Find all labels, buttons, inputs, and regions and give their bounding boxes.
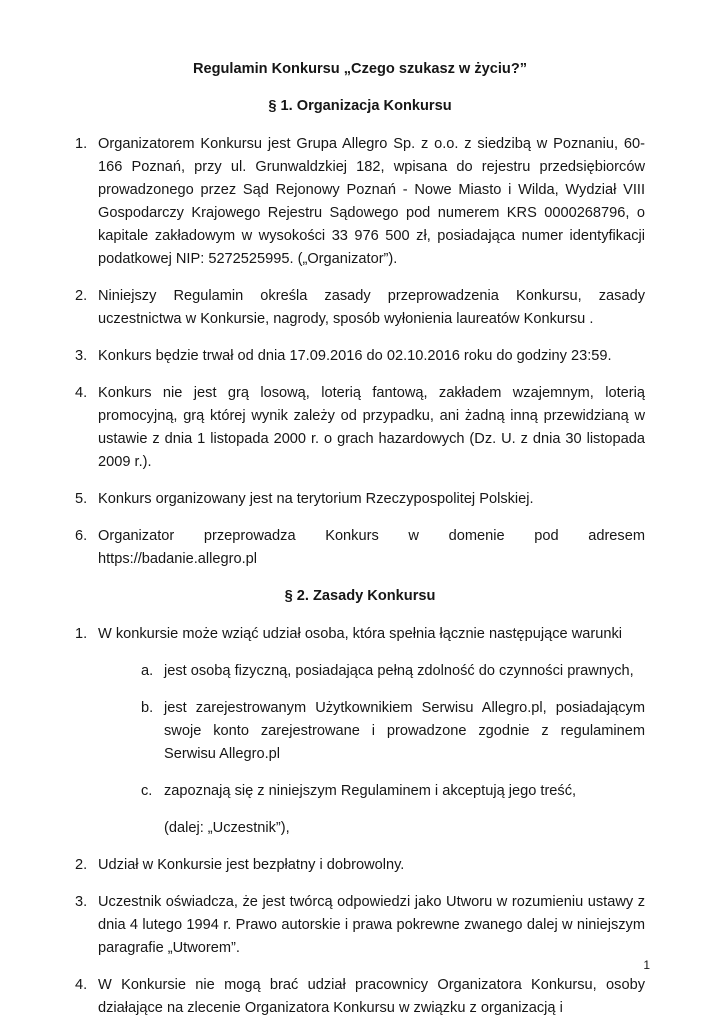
item-text: Niniejszy Regulamin określa zasady przeprowadzenia Konkursu, zasady uczestnictwa w Konkursie, nagrody, sposób wyłonienia laureatów Konkursu . (98, 288, 645, 327)
item-text: W konkursie może wziąć udział osoba, która spełnia łącznie następujące warunki (98, 626, 623, 642)
list-item-2-4 (75, 974, 645, 1020)
item-marker: 6. (75, 528, 88, 544)
subitem-marker: a. (141, 663, 154, 679)
item-marker: 5. (75, 491, 88, 507)
subitem-text: zapoznają się z niniejszym Regulaminem i akceptują jego treść, (164, 783, 577, 799)
item-text: Konkurs będzie trwał od dnia 17.09.2016 do 02.10.2016 roku do godziny 23:59. (98, 348, 612, 364)
item-marker: 2. (75, 857, 88, 873)
section-1-heading: § 1. Organizacja Konkursu (268, 98, 452, 114)
item-text: W Konkursie nie mogą brać udział pracownicy Organizatora Konkursu, osoby działające na zlecenie Organizatora Konkursu w związku z organizacją i (98, 977, 645, 1016)
list-item-1-3 (75, 345, 645, 368)
document-title: Regulamin Konkursu „Czego szukasz w życiu?” (192, 61, 528, 77)
item-text: Organizator przeprowadza Konkurs w domenie pod adresem https://badanie.allegro.pl (98, 528, 645, 567)
item-marker: 2. (75, 288, 88, 304)
list-item-2-2 (75, 854, 645, 877)
item-text: Uczestnik oświadcza, że jest twórcą odpowiedzi jako Utworu w rozumieniu ustawy z dnia 4 lutego 1994 r. Prawo autorskie i prawa pokrewne zwanego dalej w niniejszym paragrafie „Utworem”. (98, 894, 645, 956)
list-item-2-1 (75, 623, 645, 840)
continuation-text: (dalej: „Uczestnik”), (164, 820, 290, 836)
list-item-1-6 (75, 525, 645, 571)
list-item-1-5 (75, 488, 645, 511)
list-item-1-1 (75, 133, 645, 271)
item-marker: 1. (75, 136, 88, 152)
subitem-marker: c. (141, 783, 153, 799)
item-marker: 4. (75, 385, 88, 401)
section-2-heading: § 2. Zasady Konkursu (284, 588, 436, 604)
list-item-1-2 (75, 285, 645, 331)
item-text: Udział w Konkursie jest bezpłatny i dobrowolny. (98, 857, 405, 873)
item-marker: 3. (75, 348, 88, 364)
subitem-marker: b. (141, 700, 154, 716)
item-text: Konkurs nie jest grą losową, loterią fantową, zakładem wzajemnym, loterią promocyjną, grą której wynik zależy od przypadku, ani żadną inną przewidzianą w ustawie z dnia 1 listopada 2000 r. o grach hazardowych (Dz. U. z dnia 30 listopada 2009 r.). (98, 385, 645, 470)
item-marker: 4. (75, 977, 88, 993)
list-item-2-3 (75, 891, 645, 960)
item-text: Organizatorem Konkursu jest Grupa Allegro Sp. z o.o. z siedzibą w Poznaniu, 60-166 Poznań, przy ul. Grunwaldzkiej 182, wpisana do rejestru przedsiębiorców prowadzonego przez Sąd Rejonowy Poznań - Nowe Miasto i Wilda, Wydział VIII Gospodarczy Krajowego Rejestru Sądowego pod numerem KRS 0000268796, o kapitale zakładowym w wysokości 33 976 500 zł, posiadająca numer identyfikacji podatkowej NIP: 5272525995. („Organizator”). (98, 136, 645, 267)
list-item-1-4 (75, 382, 645, 474)
subitem-text: jest osobą fizyczną, posiadająca pełną zdolność do czynności prawnych, (164, 663, 634, 679)
sub-item-b (141, 697, 645, 766)
item-marker: 3. (75, 894, 88, 910)
subitem-text: jest zarejestrowanym Użytkownikiem Serwisu Allegro.pl, posiadającym swoje konto zarejestrowane i prowadzone zgodnie z regulaminem Serwisu Allegro.pl (164, 700, 645, 762)
page-number: 1 (643, 958, 650, 972)
item-text: Konkurs organizowany jest na terytorium Rzeczypospolitej Polskiej. (98, 491, 534, 507)
item-marker: 1. (75, 626, 88, 642)
sub-item-c (141, 780, 645, 803)
sub-item-a (141, 660, 645, 683)
